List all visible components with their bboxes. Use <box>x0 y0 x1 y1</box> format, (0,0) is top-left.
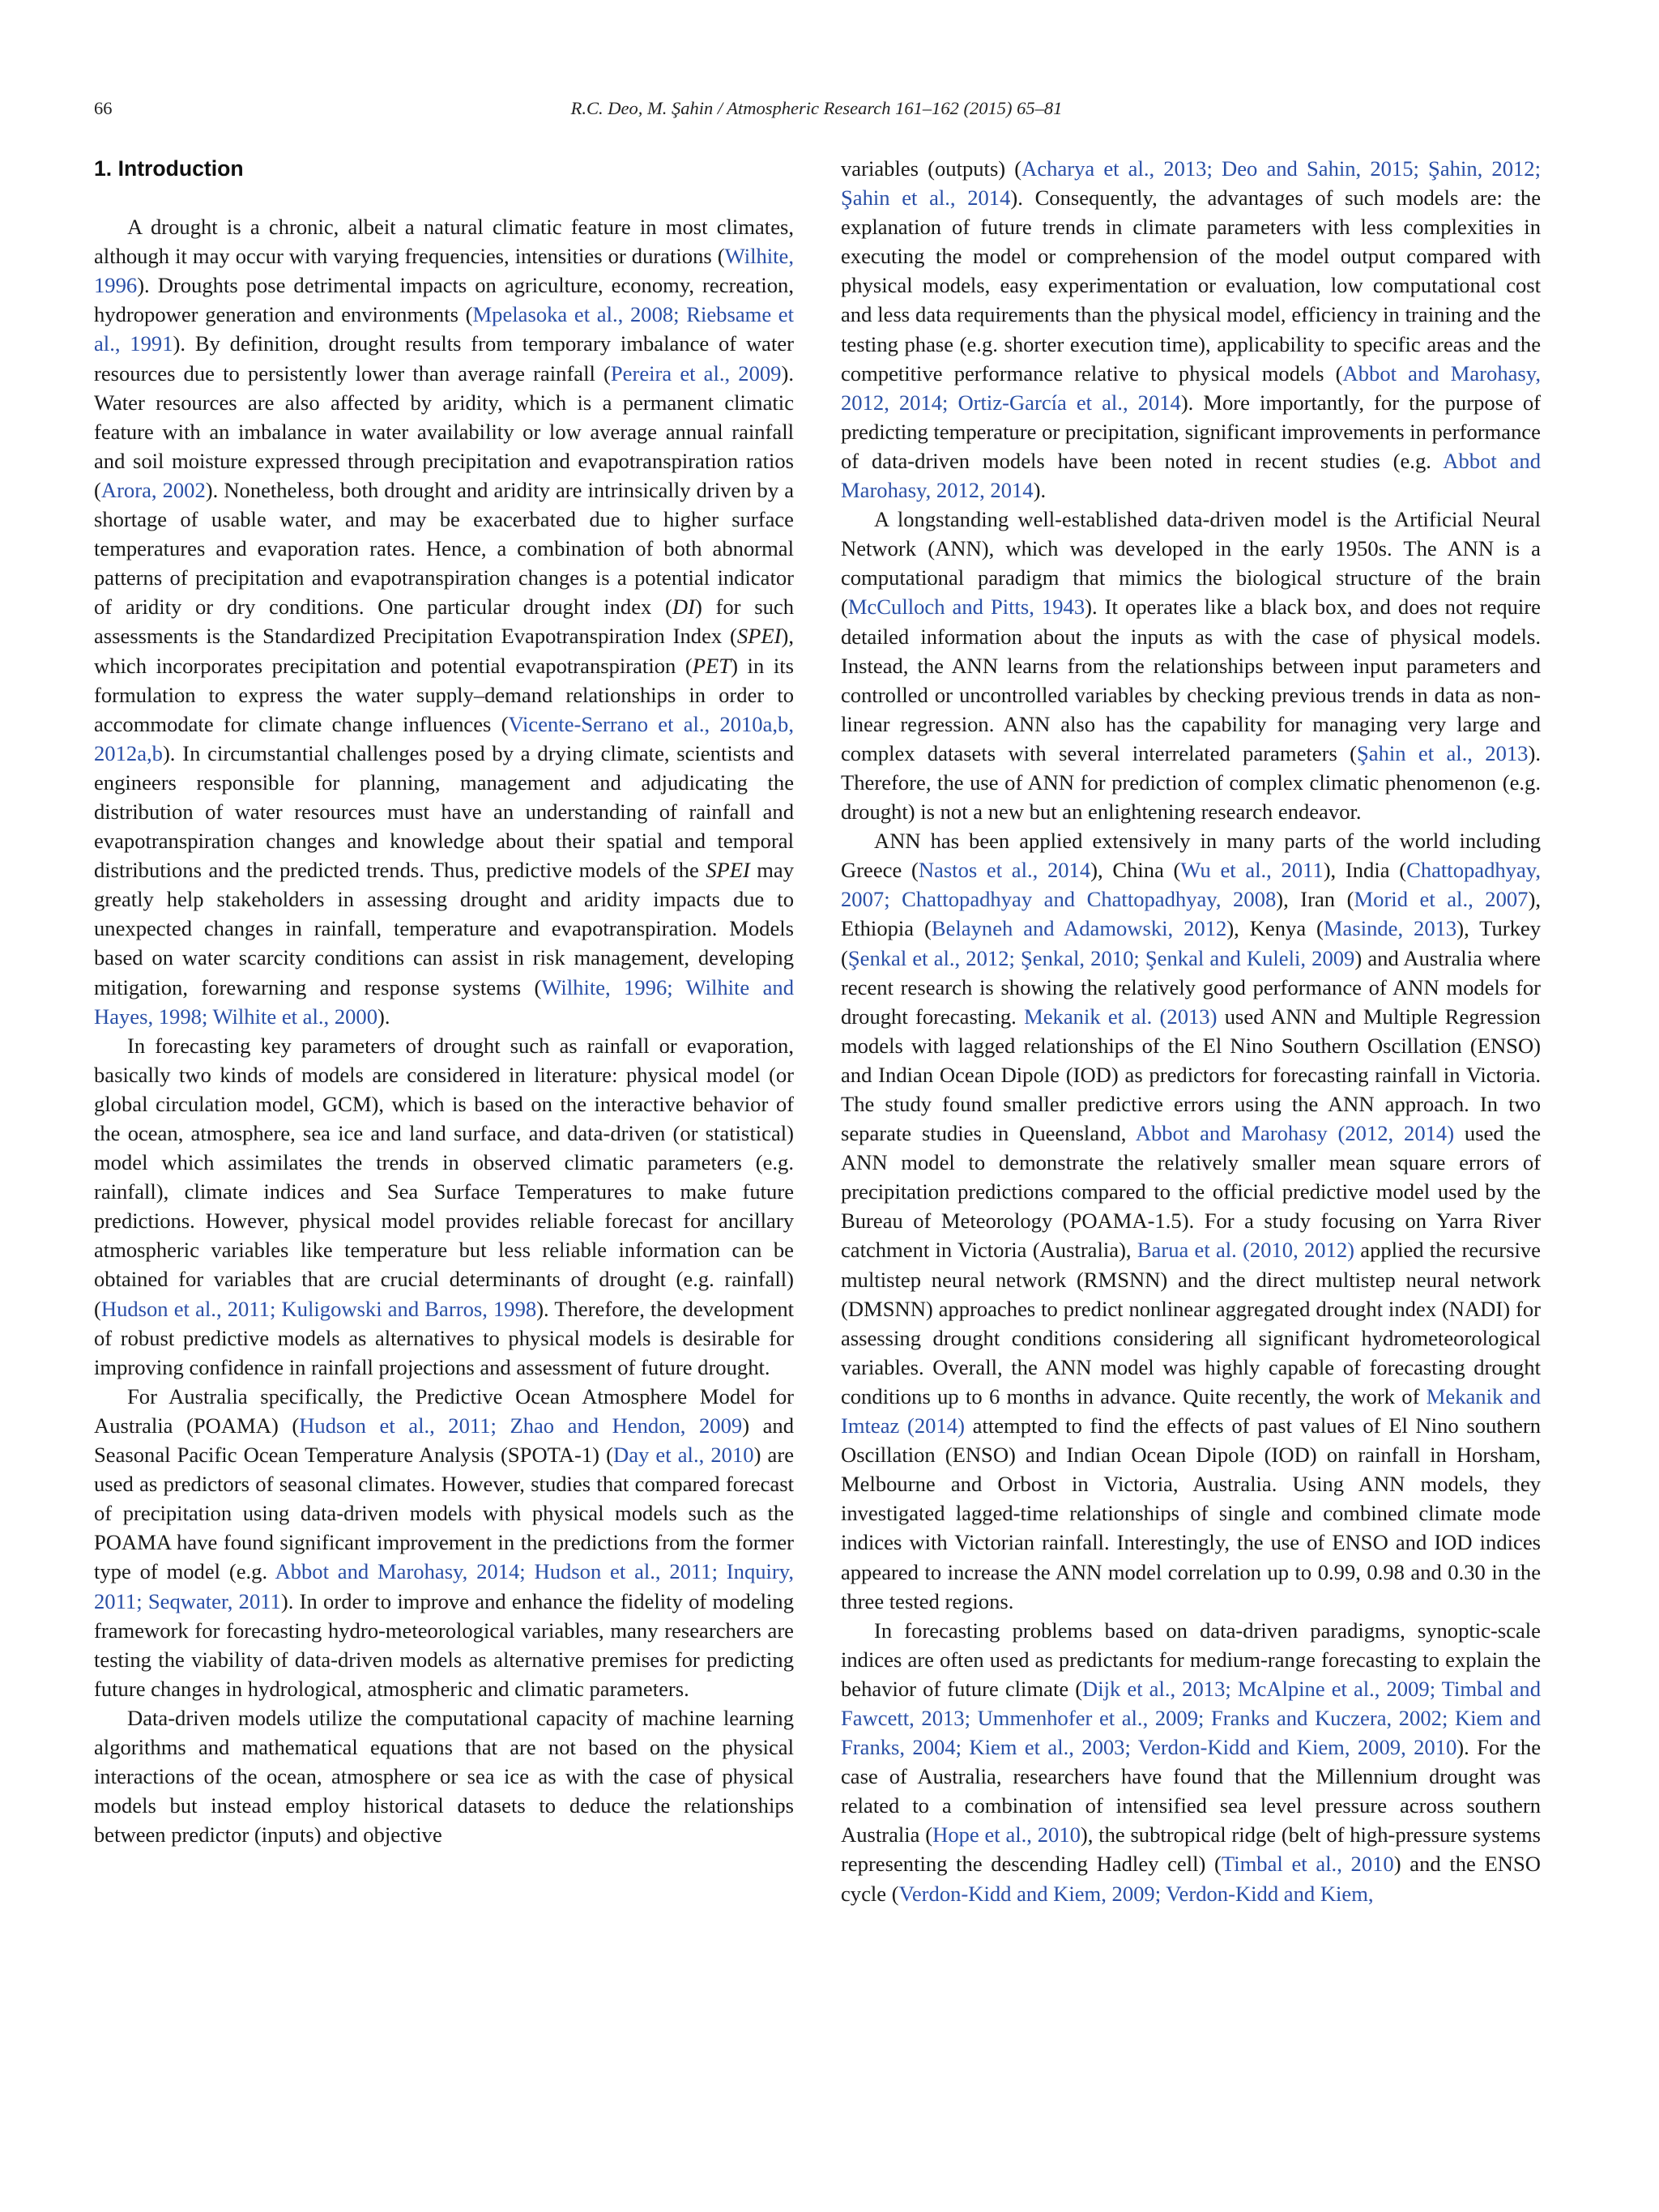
text: ). More importantly, for the purpose of predicting temperature or precipitation, significant improvements in performance of data-driven models have been noted in recent studies (e.g. <box>841 390 1541 473</box>
text: ) for such assessments is the Standardized Precipitation Evapotranspiration Index ( <box>94 595 794 649</box>
citation-link[interactable]: Wilhite, 1996 <box>94 244 794 298</box>
text: For Australia specifically, the Predictive Ocean Atmosphere Model for Australia (POAMA) ( <box>94 1383 794 1438</box>
text: In forecasting key parameters of drought such as rainfall or evaporation, basically two kinds of models are considered in literature: physical model (or global circulation model, GCM), which is based on the interactive behavior of the ocean, atmosphere, sea ice and land surface, and data-driven (or statistical) model which assimilates the trends in observed climatic parameters (e.g. rainfall), climate indices and Sea Surface Temperatures to make future predictions. However, physical model provides reliable forecast for ancillary atmospheric variables like temperature but less reliable information can be obtained for variables that are crucial determinants of drought (e.g. rainfall) ( <box>94 1033 794 1321</box>
citation-link[interactable]: Hudson et al., 2011; Zhao and Hendon, 2009 <box>299 1413 743 1438</box>
text: Data-driven models utilize the computational capacity of machine learning algorithms and mathematical equations that are not based on the physical interactions of the ocean, atmosphere or sea ice as with the case of physical models but instead employ historical datasets to deduce the relationships between predictor (inputs) and objective <box>94 1705 794 1848</box>
text: ) and Australia where recent research is showing the relatively good performance of ANN models for drought forecasting. <box>841 945 1541 1029</box>
citation-link[interactable]: Verdon-Kidd and Kiem, 2009; Verdon-Kidd and Kiem, <box>898 1881 1374 1906</box>
text: ). It operates like a black box, and does not require detailed information about the inputs as with the case of physical models. Instead, the ANN learns from the relationships between input parameters and controlled or uncontrolled variables by checking previous trends in data as non-linear regression. ANN also has the capability for managing very large and complex datasets with several interrelated parameters ( <box>841 595 1541 765</box>
citation-link[interactable]: Şenkal et al., 2012; Şenkal, 2010; Şenkal and Kuleli, 2009 <box>847 945 1355 970</box>
text: A longstanding well-established data-driven model is the Artificial Neural Network (ANN), which was developed in the early 1950s. The ANN is a computational paradigm that mimics the biological structure of the brain ( <box>841 507 1541 620</box>
running-header <box>94 98 1539 130</box>
text: ). Nonetheless, both drought and aridity are intrinsically driven by a shortage of usable water, and may be exacerbated due to higher surface temperatures and evaporation rates. Hence, a combination of both abnormal patterns of precipitation and evapotranspiration changes is a potential indicator of aridity or dry conditions. One particular drought index ( <box>94 477 794 620</box>
citation-link[interactable]: Masinde, 2013 <box>1323 916 1457 941</box>
italic-term: SPEI <box>736 624 782 649</box>
text: used the ANN model to demonstrate the relatively smaller mean square errors of precipitation predictions compared to the official predictive model used by the Bureau of Meteorology (POAMA-1.5). For a study focusing on Yarra River catchment in Victoria (Australia), <box>841 1121 1541 1263</box>
citation-link[interactable]: Dijk et al., 2013; McAlpine et al., 2009; Timbal and Fawcett, 2013; Ummenhofer et al., 2009; Franks and Kuczera, 2002; Kiem and Franks, 2004; Kiem et al., 2003; Verdon-Kidd and Kiem, 2009, 2010 <box>841 1676 1541 1760</box>
paragraph-ann-overview <box>841 505 1541 826</box>
text: ). By definition, drought results from temporary imbalance of water resources due to persistently lower than average rainfall ( <box>94 331 795 386</box>
left-column <box>94 154 794 1849</box>
paragraph-australia-models <box>94 1382 794 1703</box>
text: attempted to find the effects of past values of El Nino southern Oscillation (ENSO) and Indian Ocean Dipole (IOD) on rainfall in Horsham, Melbourne and Orbost in Victoria, Australia. Using ANN models, they investigated lagged-time relationships of single and combined climate mode indices with Victorian rainfall. Interestingly, the use of ENSO and IOD indices appeared to increase the ANN model correlation up to 0.99, 0.98 and 0.30 in the three tested regions. <box>841 1413 1541 1613</box>
text: In forecasting problems based on data-driven paradigms, synoptic-scale indices are often used as predictants for medium-range forecasting to explain the behavior of future climate ( <box>841 1617 1541 1701</box>
italic-term: PET <box>692 653 731 678</box>
italic-term: DI <box>672 595 695 620</box>
citation-link[interactable]: Belayneh and Adamowski, 2012 <box>931 916 1227 941</box>
text: A drought is a chronic, albeit a natural climatic feature in most climates, although it may occur with varying frequencies, intensities or durations ( <box>94 215 794 269</box>
text: ) are used as predictors of seasonal climates. However, studies that compared forecast of precipitation using data-driven models with physical models such as the POAMA have found significant improvement in the predictions from the former type of model (e.g. <box>94 1443 795 1584</box>
citation-link[interactable]: Vicente-Serrano et al., 2010a,b, 2012a,b <box>94 711 794 765</box>
text: ). For the case of Australia, researchers have found that the Millennium drought was related to a combination of intensified sea level pressure across southern Australia ( <box>841 1735 1541 1848</box>
citation-link[interactable]: Wu et al., 2011 <box>1180 858 1324 883</box>
text: applied the recursive multistep neural network (RMSNN) and the direct multistep neural network (DMSNN) approaches to predict nonlinear aggregated drought index (NADI) for assessing drought conditions considering all significant hydrometeorological variables. Overall, the ANN model was highly capable of forecasting drought conditions up to 6 months in advance. Quite recently, the work of <box>841 1238 1541 1409</box>
citation-link[interactable]: Hudson et al., 2011; Kuligowski and Barros, 1998 <box>100 1296 537 1321</box>
citation-link[interactable]: Barua et al. (2010, 2012) <box>1137 1238 1355 1263</box>
citation-link[interactable]: Abbot and Marohasy (2012, 2014) <box>1135 1121 1455 1146</box>
citation-link[interactable]: Day et al., 2010 <box>613 1443 754 1468</box>
paragraph-drought-definition <box>94 212 794 1031</box>
citation-link[interactable]: Arora, 2002 <box>100 477 206 502</box>
paragraph-data-driven <box>94 1703 794 1849</box>
text: ). <box>377 1004 390 1029</box>
page-number: 66 <box>94 98 113 118</box>
citation-link[interactable]: Mpelasoka et al., 2008; Riebsame et al., 1991 <box>94 302 795 356</box>
citation-link[interactable]: Mekanik et al. (2013) <box>1024 1004 1218 1029</box>
citation-link[interactable]: Mekanik and Imteaz (2014) <box>841 1383 1541 1438</box>
text: ), Iran ( <box>1276 887 1354 912</box>
citation-link[interactable]: Acharya et al., 2013; Deo and Sahin, 2015; Şahin, 2012; Şahin et al., 2014 <box>841 156 1541 211</box>
text: may greatly help stakeholders in assessing drought and aridity impacts due to unexpected changes in rainfall, temperature and evapotranspiration. Models based on water scarcity conditions can assist in risk management, developing mitigation, forewarning and response systems ( <box>94 858 794 999</box>
section-heading: 1. Introduction <box>94 156 244 181</box>
text: ) in its formulation to express the water supply–demand relationships in order to accommodate for climate change influences ( <box>94 653 794 736</box>
text: ), Turkey ( <box>841 916 1542 970</box>
paragraph-synoptic-indices <box>841 1616 1541 1908</box>
text: ), China ( <box>1090 858 1181 883</box>
text: ), which incorporates precipitation and potential evapotranspiration ( <box>94 624 794 678</box>
text: ). Droughts pose detrimental impacts on agriculture, economy, recreation, hydropower generation and environments ( <box>94 273 794 327</box>
citation-link[interactable]: Hope et al., 2010 <box>932 1822 1081 1848</box>
text: ), Kenya ( <box>1226 916 1324 941</box>
citation-link[interactable]: Abbot and Marohasy, 2014; Hudson et al., 2011; Inquiry, 2011; Seqwater, 2011 <box>94 1559 794 1613</box>
citation-link[interactable]: McCulloch and Pitts, 1943 <box>847 595 1085 620</box>
running-title: R.C. Deo, M. Şahin / Atmospheric Research 161–162 (2015) 65–81 <box>570 98 1063 118</box>
citation-link[interactable]: Nastos et al., 2014 <box>918 858 1091 883</box>
text: ). In circumstantial challenges posed by a drying climate, scientists and engineers responsible for planning, management and adjudicating the distribution of water resources must have an understanding of rainfall and evapotranspiration changes and knowledge about their spatial and temporal distributions and the predicted trends. Thus, predictive models of the <box>94 740 794 883</box>
paragraph-data-driven-continued <box>841 154 1541 505</box>
text: ). In order to improve and enhance the fidelity of modeling framework for forecasting hydro-meteorological variables, many researchers are testing the viability of data-driven models as alternative premises for predicting future changes in hydrological, atmospheric and climatic parameters. <box>94 1588 794 1701</box>
text: ) and the ENSO cycle ( <box>841 1852 1541 1906</box>
text: ). <box>1033 478 1047 503</box>
text: ), India ( <box>1323 858 1407 883</box>
citation-link[interactable]: Morid et al., 2007 <box>1354 887 1529 912</box>
text: ). Water resources are also affected by aridity, which is a permanent climatic feature with an imbalance in water availability or low average annual rainfall and soil moisture expressed through precipitation and evapotranspiration ratios ( <box>94 360 794 502</box>
citation-link[interactable]: Şahin et al., 2013 <box>1357 740 1529 765</box>
citation-link[interactable]: Pereira et al., 2009 <box>610 360 782 386</box>
text: ). Therefore, the use of ANN for prediction of complex climatic phenomenon (e.g. drought) is not a new but an enlightening research endeavor. <box>841 740 1541 825</box>
text: ), Ethiopia ( <box>841 887 1541 941</box>
paragraph-model-types <box>94 1031 794 1382</box>
text: ANN has been applied extensively in many parts of the world including Greece ( <box>841 829 1541 883</box>
citation-link[interactable]: Abbot and Marohasy, 2012, 2014 <box>841 448 1542 503</box>
text: variables (outputs) ( <box>841 156 1022 181</box>
text: ), the subtropical ridge (belt of high-pressure systems representing the descending Hadley cell) ( <box>841 1822 1541 1877</box>
citation-link[interactable]: Wilhite, 1996; Wilhite and Hayes, 1998; Wilhite et al., 2000 <box>94 974 794 1029</box>
citation-link[interactable]: Timbal et al., 2010 <box>1221 1852 1394 1877</box>
italic-term: SPEI <box>706 858 750 883</box>
citation-link[interactable]: Chattopadhyay, 2007; Chattopadhyay and Chattopadhyay, 2008 <box>841 858 1542 912</box>
text: ) and Seasonal Pacific Ocean Temperature Analysis (SPOTA-1) ( <box>94 1413 794 1468</box>
text: used ANN and Multiple Regression models with lagged relationships of the El Nino Southern Oscillation (ENSO) and Indian Ocean Dipole (IOD) as predictors for forecasting rainfall in Victoria. The study found smaller predictive errors using the ANN approach. In two separate studies in Queensland, <box>841 1004 1541 1146</box>
paragraph-ann-applications <box>841 826 1541 1616</box>
right-column <box>841 154 1541 1908</box>
text: ). Therefore, the development of robust predictive models as alternatives to physical models is desirable for improving confidence in rainfall projections and assessment of future drought. <box>94 1296 795 1379</box>
text: ). Consequently, the advantages of such models are: the explanation of future trends in climate parameters with less complexities in executing the model or comprehension of the model output compared with physical models, easy experimentation or evaluation, low computational cost and less data requirements than the physical model, efficiency in training and the testing phase (e.g. shorter execution time), applicability to specific areas and the competitive performance relative to physical models ( <box>841 185 1541 386</box>
citation-link[interactable]: Abbot and Marohasy, 2012, 2014; Ortiz-García et al., 2014 <box>841 360 1541 415</box>
